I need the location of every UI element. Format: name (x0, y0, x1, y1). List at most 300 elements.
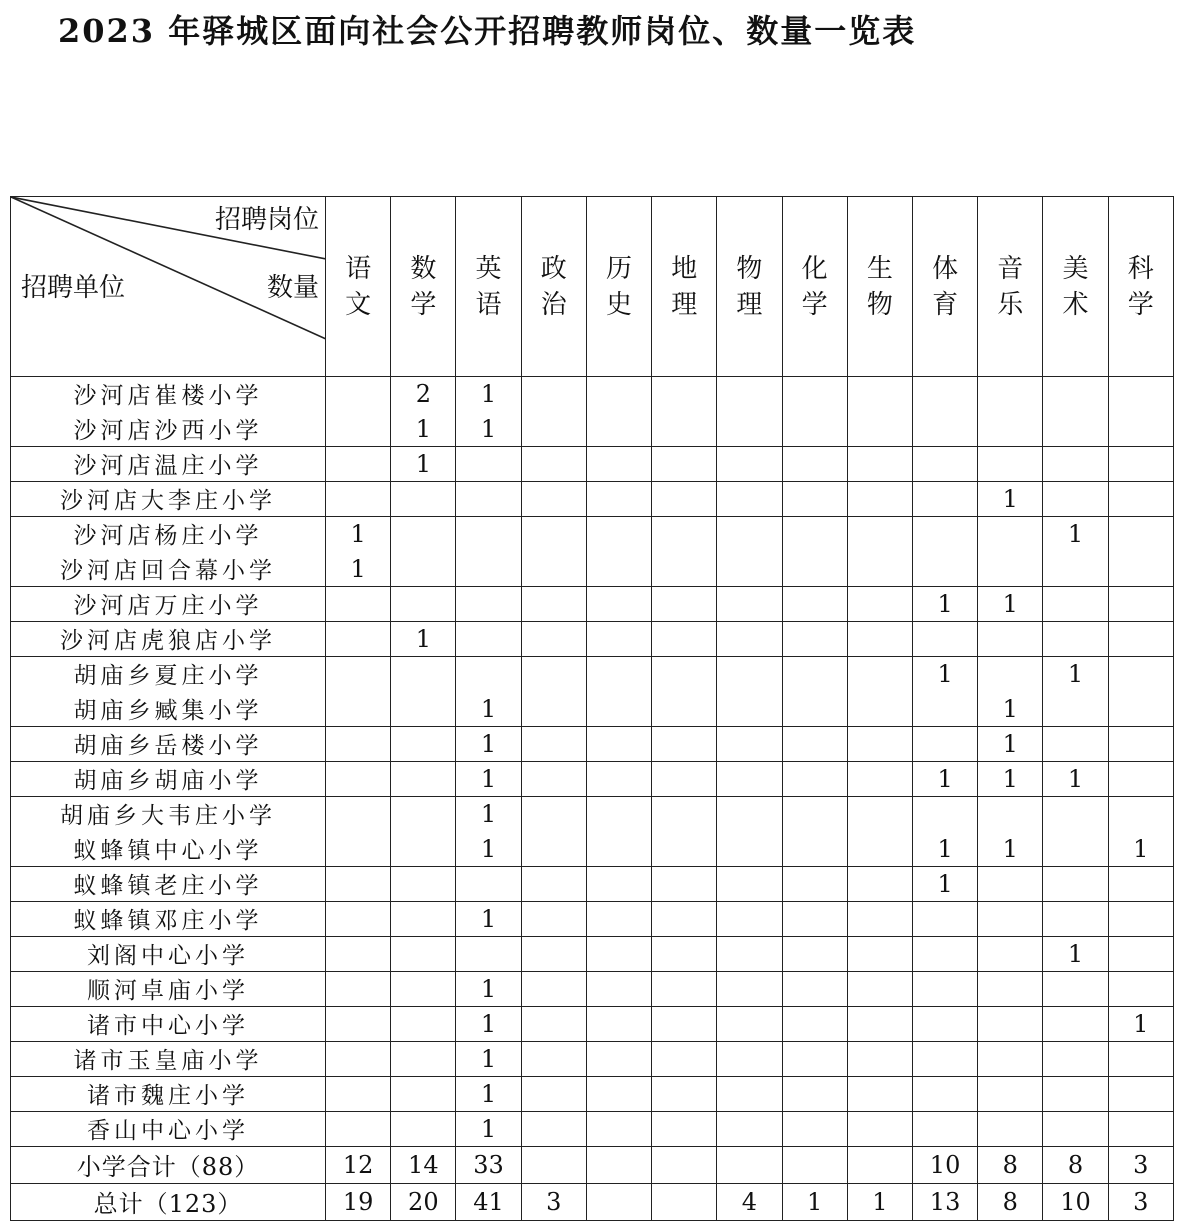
quantity-cell (912, 1006, 977, 1041)
subject-header (652, 197, 717, 377)
quantity-cell: 10 (1043, 1183, 1108, 1220)
quantity-cell: 4 (717, 1183, 782, 1220)
quantity-cell: 41 (456, 1183, 521, 1220)
quantity-cell (326, 377, 391, 412)
subject-header (326, 197, 391, 377)
quantity-cell: 1 (1108, 831, 1173, 866)
subject-header-char: 生 (866, 253, 893, 284)
quantity-cell (782, 796, 847, 831)
quantity-cell (586, 377, 651, 412)
quantity-cell (586, 831, 651, 866)
quantity-cell (456, 936, 521, 971)
quantity-cell (717, 691, 782, 726)
quantity-cell (652, 901, 717, 936)
subject-header-char: 史 (605, 289, 632, 320)
table-row (11, 656, 1174, 691)
quantity-cell (1108, 586, 1173, 621)
quantity-cell: 1 (912, 586, 977, 621)
total-row (11, 1183, 1174, 1220)
quantity-cell (847, 971, 912, 1006)
table-row (11, 726, 1174, 761)
quantity-cell (1108, 656, 1173, 691)
quantity-cell: 1 (391, 411, 456, 446)
quantity-cell (652, 621, 717, 656)
quantity-cell (521, 621, 586, 656)
quantity-cell (847, 377, 912, 412)
quantity-cell (326, 971, 391, 1006)
quantity-cell (717, 1111, 782, 1146)
quantity-cell (586, 586, 651, 621)
quantity-cell (521, 901, 586, 936)
quantity-cell (652, 691, 717, 726)
quantity-cell: 20 (391, 1183, 456, 1220)
quantity-cell (717, 656, 782, 691)
quantity-cell (521, 1041, 586, 1076)
quantity-cell (782, 831, 847, 866)
quantity-cell (717, 621, 782, 656)
quantity-cell (326, 1076, 391, 1111)
quantity-cell (586, 936, 651, 971)
unit-name: 刘阁中心小学 (11, 936, 326, 971)
quantity-cell (782, 481, 847, 516)
quantity-cell: 1 (847, 1183, 912, 1220)
quantity-cell (847, 1006, 912, 1041)
quantity-cell (978, 1041, 1043, 1076)
quantity-cell (717, 901, 782, 936)
quantity-cell (847, 1076, 912, 1111)
quantity-cell (326, 866, 391, 901)
quantity-cell (586, 1183, 651, 1220)
quantity-cell (586, 761, 651, 796)
quantity-cell: 2 (391, 377, 456, 412)
quantity-cell (847, 936, 912, 971)
unit-name: 诸市魏庄小学 (11, 1076, 326, 1111)
quantity-cell (782, 1076, 847, 1111)
quantity-cell (717, 446, 782, 481)
quantity-cell (912, 621, 977, 656)
table-row (11, 446, 1174, 481)
subject-header-char: 地 (671, 253, 698, 284)
quantity-cell: 1 (978, 761, 1043, 796)
quantity-cell (1043, 831, 1108, 866)
quantity-cell (652, 1146, 717, 1183)
quantity-cell: 19 (326, 1183, 391, 1220)
quantity-cell (326, 726, 391, 761)
subject-header (391, 197, 456, 377)
quantity-cell (326, 1041, 391, 1076)
quantity-cell (521, 481, 586, 516)
quantity-cell (912, 796, 977, 831)
quantity-cell (912, 971, 977, 1006)
quantity-cell (326, 656, 391, 691)
quantity-cell (978, 936, 1043, 971)
table-row (11, 411, 1174, 446)
quantity-cell (326, 621, 391, 656)
quantity-cell (978, 866, 1043, 901)
quantity-cell: 1 (782, 1183, 847, 1220)
quantity-cell (1043, 971, 1108, 1006)
subject-header (521, 197, 586, 377)
quantity-cell (782, 936, 847, 971)
quantity-cell (391, 516, 456, 551)
quantity-cell (1043, 1006, 1108, 1041)
quantity-cell (1043, 551, 1108, 586)
quantity-cell (782, 761, 847, 796)
quantity-cell (521, 761, 586, 796)
quantity-cell (586, 1146, 651, 1183)
quantity-cell (652, 971, 717, 1006)
subject-header-char: 政 (540, 253, 567, 284)
quantity-cell (782, 656, 847, 691)
quantity-cell (1108, 1076, 1173, 1111)
quantity-cell: 3 (521, 1183, 586, 1220)
quantity-cell: 10 (912, 1146, 977, 1183)
quantity-cell (978, 446, 1043, 481)
quantity-cell (912, 1076, 977, 1111)
quantity-cell (456, 481, 521, 516)
unit-name: 沙河店杨庄小学 (11, 516, 326, 551)
quantity-cell: 1 (456, 1111, 521, 1146)
quantity-cell: 1 (456, 901, 521, 936)
quantity-cell (717, 936, 782, 971)
quantity-cell: 1 (456, 761, 521, 796)
quantity-cell (521, 796, 586, 831)
quantity-cell (1043, 796, 1108, 831)
quantity-cell (912, 411, 977, 446)
quantity-cell (652, 866, 717, 901)
quantity-cell (847, 621, 912, 656)
quantity-cell (782, 377, 847, 412)
unit-name: 沙河店万庄小学 (11, 586, 326, 621)
quantity-cell: 1 (326, 551, 391, 586)
quantity-cell (1108, 761, 1173, 796)
quantity-cell (1043, 1041, 1108, 1076)
quantity-cell: 1 (456, 411, 521, 446)
quantity-cell: 8 (978, 1146, 1043, 1183)
table-row (11, 831, 1174, 866)
quantity-cell (782, 516, 847, 551)
quantity-cell (586, 621, 651, 656)
table-row (11, 971, 1174, 1006)
header-corner-cell (11, 197, 326, 377)
quantity-cell (782, 621, 847, 656)
quantity-cell (1108, 551, 1173, 586)
quantity-cell (1108, 971, 1173, 1006)
quantity-cell (1043, 901, 1108, 936)
table-row (11, 796, 1174, 831)
quantity-cell (912, 936, 977, 971)
quantity-cell (521, 377, 586, 412)
quantity-cell (652, 796, 717, 831)
quantity-cell (521, 516, 586, 551)
unit-name: 总计（123） (11, 1183, 326, 1220)
quantity-cell (326, 1111, 391, 1146)
quantity-cell (1108, 1041, 1173, 1076)
quantity-cell (391, 656, 456, 691)
subject-header (1108, 197, 1173, 377)
quantity-cell (717, 1006, 782, 1041)
quantity-cell (326, 761, 391, 796)
subject-header-char: 文 (345, 289, 372, 320)
quantity-cell (1043, 621, 1108, 656)
quantity-cell (978, 796, 1043, 831)
subject-header-char: 术 (1062, 289, 1089, 320)
quantity-cell (782, 586, 847, 621)
subject-header-char: 理 (736, 289, 763, 320)
quantity-cell (782, 726, 847, 761)
quantity-cell (782, 1006, 847, 1041)
quantity-cell (717, 866, 782, 901)
quantity-cell (652, 1076, 717, 1111)
quantity-cell: 1 (456, 1076, 521, 1111)
quantity-cell (652, 761, 717, 796)
quantity-cell (1043, 586, 1108, 621)
quantity-cell (456, 656, 521, 691)
quantity-cell (847, 761, 912, 796)
quantity-cell (521, 726, 586, 761)
total-row (11, 1146, 1174, 1183)
quantity-cell: 8 (1043, 1146, 1108, 1183)
quantity-cell: 3 (1108, 1146, 1173, 1183)
subject-header-char: 音 (997, 253, 1024, 284)
quantity-cell (1108, 726, 1173, 761)
unit-name: 胡庙乡大韦庄小学 (11, 796, 326, 831)
quantity-cell (326, 481, 391, 516)
quantity-cell (782, 411, 847, 446)
unit-name: 沙河店崔楼小学 (11, 377, 326, 412)
quantity-cell (391, 1041, 456, 1076)
quantity-cell (1108, 377, 1173, 412)
table-row (11, 481, 1174, 516)
unit-name: 胡庙乡岳楼小学 (11, 726, 326, 761)
corner-label-units: 招聘单位 (21, 273, 126, 303)
header-row (11, 197, 1174, 377)
table-row (11, 377, 1174, 412)
quantity-cell (391, 831, 456, 866)
table-row (11, 936, 1174, 971)
quantity-cell: 1 (456, 377, 521, 412)
quantity-cell (326, 586, 391, 621)
quantity-cell (391, 936, 456, 971)
quantity-cell: 1 (912, 761, 977, 796)
table-row (11, 866, 1174, 901)
quantity-cell (847, 446, 912, 481)
quantity-cell (717, 726, 782, 761)
unit-name: 香山中心小学 (11, 1111, 326, 1146)
quantity-cell (521, 691, 586, 726)
quantity-cell (456, 446, 521, 481)
quantity-cell (912, 481, 977, 516)
quantity-cell (521, 1111, 586, 1146)
quantity-cell (717, 1076, 782, 1111)
quantity-cell (652, 377, 717, 412)
quantity-cell (912, 516, 977, 551)
table-row (11, 586, 1174, 621)
quantity-cell (586, 656, 651, 691)
quantity-cell (1108, 866, 1173, 901)
quantity-cell (652, 1006, 717, 1041)
quantity-cell (391, 866, 456, 901)
quantity-cell (717, 411, 782, 446)
quantity-cell (1043, 726, 1108, 761)
quantity-cell: 1 (1043, 516, 1108, 551)
quantity-cell (326, 796, 391, 831)
quantity-cell (1043, 1076, 1108, 1111)
quantity-cell (586, 1006, 651, 1041)
subject-header-char: 学 (1127, 289, 1154, 320)
quantity-cell (782, 971, 847, 1006)
subject-header-char: 语 (475, 289, 502, 320)
quantity-cell (847, 691, 912, 726)
quantity-cell: 1 (456, 726, 521, 761)
quantity-cell (391, 796, 456, 831)
quantity-cell (391, 1111, 456, 1146)
unit-name: 诸市中心小学 (11, 1006, 326, 1041)
quantity-cell (978, 551, 1043, 586)
quantity-cell (391, 481, 456, 516)
quantity-cell (717, 1146, 782, 1183)
quantity-cell (912, 1041, 977, 1076)
quantity-cell (782, 1146, 847, 1183)
quantity-cell (652, 1041, 717, 1076)
quantity-cell (586, 411, 651, 446)
quantity-cell (586, 551, 651, 586)
unit-name: 蚁蜂镇老庄小学 (11, 866, 326, 901)
quantity-cell (326, 936, 391, 971)
quantity-cell (326, 446, 391, 481)
subject-header-char: 化 (801, 253, 828, 284)
quantity-cell (782, 1111, 847, 1146)
quantity-cell (652, 481, 717, 516)
quantity-cell (521, 551, 586, 586)
quantity-cell (652, 726, 717, 761)
quantity-cell (782, 446, 847, 481)
quantity-cell (782, 1041, 847, 1076)
quantity-cell: 1 (912, 831, 977, 866)
subject-header-char: 美 (1062, 253, 1089, 284)
quantity-cell (326, 901, 391, 936)
quantity-cell (1043, 866, 1108, 901)
quantity-cell (652, 831, 717, 866)
quantity-cell (1108, 516, 1173, 551)
quantity-cell (847, 516, 912, 551)
subject-header-char: 乐 (997, 289, 1024, 320)
quantity-cell (586, 971, 651, 1006)
quantity-cell (456, 551, 521, 586)
quantity-cell (717, 831, 782, 866)
quantity-cell (586, 796, 651, 831)
quantity-cell (847, 796, 912, 831)
quantity-cell: 1 (456, 1006, 521, 1041)
quantity-cell: 14 (391, 1146, 456, 1183)
quantity-cell (521, 1146, 586, 1183)
quantity-cell (847, 551, 912, 586)
quantity-cell (1108, 901, 1173, 936)
subject-header-char: 数 (410, 253, 437, 284)
quantity-cell: 1 (326, 516, 391, 551)
quantity-cell (912, 551, 977, 586)
quantity-cell (847, 726, 912, 761)
table-row (11, 516, 1174, 551)
quantity-cell (782, 866, 847, 901)
quantity-cell (847, 656, 912, 691)
quantity-cell (847, 866, 912, 901)
quantity-cell (652, 586, 717, 621)
quantity-cell (652, 446, 717, 481)
quantity-cell (586, 866, 651, 901)
quantity-cell (586, 726, 651, 761)
quantity-cell (1108, 936, 1173, 971)
quantity-cell (456, 621, 521, 656)
quantity-cell: 8 (978, 1183, 1043, 1220)
subject-header-char: 学 (410, 289, 437, 320)
quantity-cell (521, 1076, 586, 1111)
quantity-cell: 1 (1108, 1006, 1173, 1041)
quantity-cell (847, 586, 912, 621)
quantity-cell (978, 1111, 1043, 1146)
unit-name: 沙河店沙西小学 (11, 411, 326, 446)
quantity-cell (1108, 691, 1173, 726)
quantity-cell (1043, 411, 1108, 446)
quantity-cell (652, 411, 717, 446)
quantity-cell (391, 971, 456, 1006)
subject-header-char: 语 (345, 253, 372, 284)
quantity-cell (978, 516, 1043, 551)
unit-name: 沙河店回合幕小学 (11, 551, 326, 586)
quantity-cell (1108, 1111, 1173, 1146)
subject-header-char: 治 (540, 289, 567, 320)
quantity-cell: 13 (912, 1183, 977, 1220)
quantity-cell (782, 901, 847, 936)
quantity-cell (1043, 446, 1108, 481)
quantity-cell (717, 551, 782, 586)
quantity-cell (912, 1111, 977, 1146)
unit-name: 沙河店虎狼店小学 (11, 621, 326, 656)
quantity-cell (456, 586, 521, 621)
table-row (11, 1006, 1174, 1041)
quantity-cell: 1 (912, 866, 977, 901)
quantity-cell (912, 901, 977, 936)
quantity-cell (586, 901, 651, 936)
quantity-cell (391, 901, 456, 936)
quantity-cell (978, 621, 1043, 656)
table-row (11, 1076, 1174, 1111)
subject-header (1043, 197, 1108, 377)
quantity-cell (521, 831, 586, 866)
subject-header-char: 育 (932, 289, 959, 320)
quantity-cell (1043, 691, 1108, 726)
quantity-cell: 1 (978, 691, 1043, 726)
quantity-cell: 1 (978, 831, 1043, 866)
quantity-cell (586, 446, 651, 481)
quantity-cell (391, 1076, 456, 1111)
quantity-cell (1043, 481, 1108, 516)
quantity-cell: 1 (456, 831, 521, 866)
subject-header-char: 科 (1127, 253, 1154, 284)
unit-name: 诸市玉皇庙小学 (11, 1041, 326, 1076)
subject-header-char: 体 (932, 253, 959, 284)
quantity-cell (391, 551, 456, 586)
quantity-cell (326, 1006, 391, 1041)
quantity-cell (847, 1146, 912, 1183)
quantity-cell: 1 (978, 726, 1043, 761)
quantity-cell (586, 1076, 651, 1111)
quantity-cell (652, 551, 717, 586)
quantity-cell (717, 516, 782, 551)
quantity-cell: 1 (1043, 761, 1108, 796)
quantity-cell (521, 971, 586, 1006)
quantity-cell (912, 446, 977, 481)
